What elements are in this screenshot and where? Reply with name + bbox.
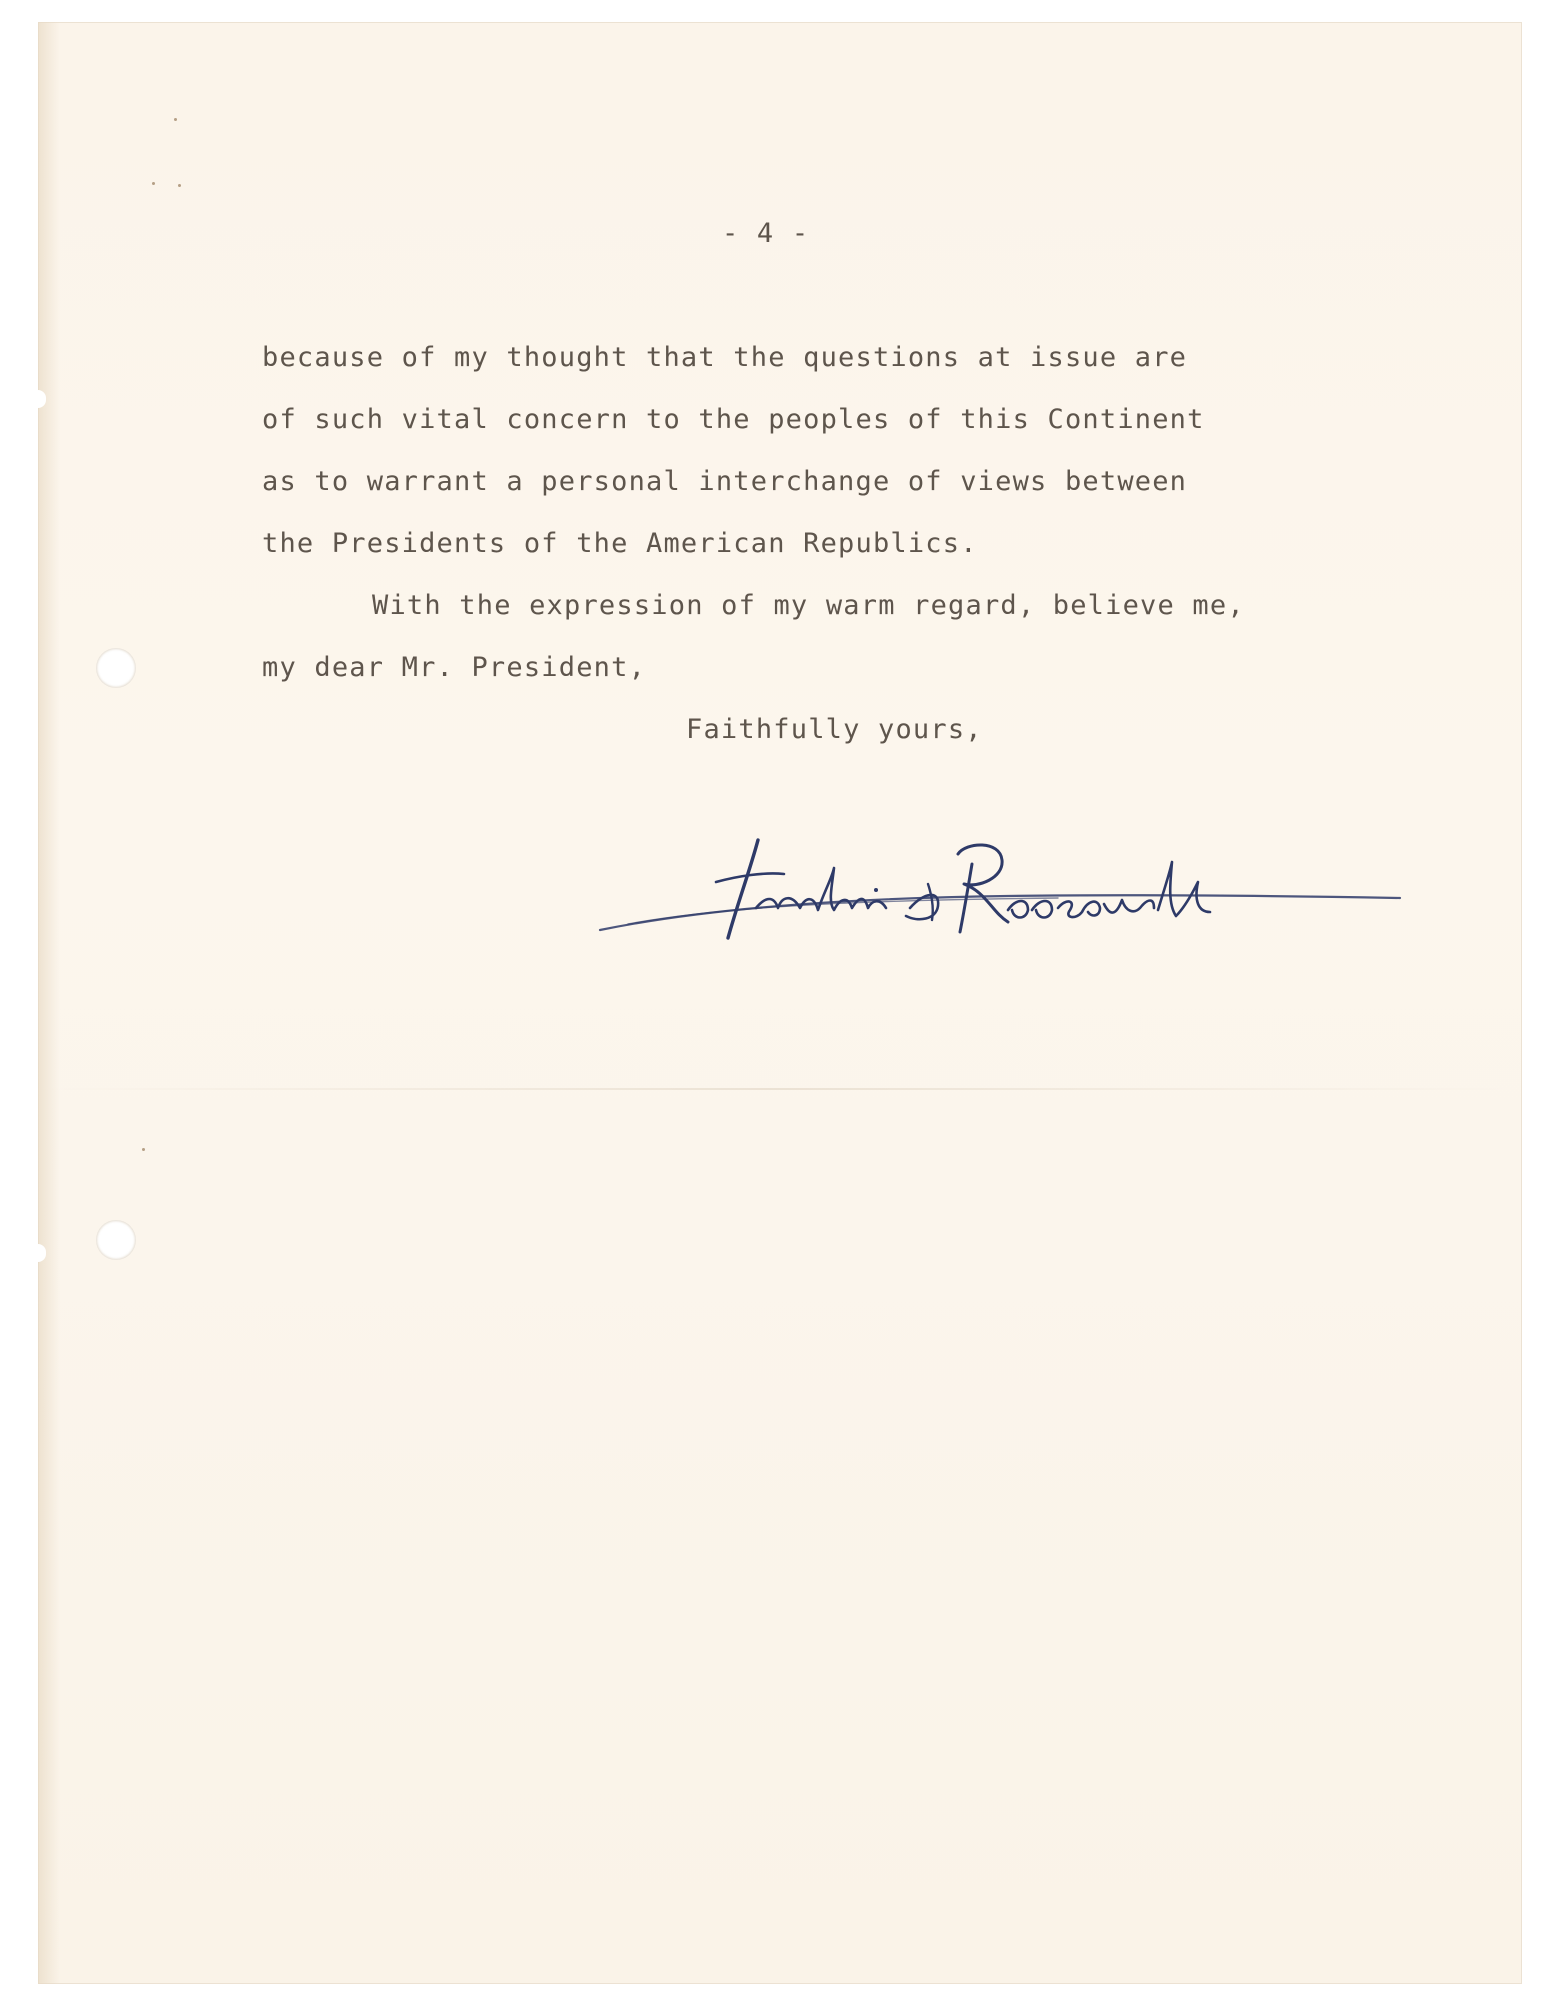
fold-crease (38, 1088, 1522, 1090)
paper-speck (178, 184, 181, 187)
body-line: my dear Mr. President, (262, 652, 647, 683)
paper-speck (142, 1148, 145, 1151)
body-line: as to warrant a personal interchange of views between (262, 466, 1188, 497)
paper-edge-shade (38, 22, 60, 1984)
letter-sheet (38, 22, 1522, 1984)
closing-salutation: Faithfully yours, (686, 714, 983, 745)
handwritten-signature (588, 812, 1408, 962)
paper-speck (152, 182, 155, 185)
page-number: - 4 - (722, 218, 810, 249)
paper-speck (174, 118, 177, 121)
body-line: of such vital concern to the peoples of this Continent (262, 404, 1205, 435)
body-line: because of my thought that the questions at issue are (262, 342, 1188, 373)
body-line: the Presidents of the American Republics. (262, 528, 978, 559)
punch-hole (96, 648, 136, 688)
punch-hole (96, 1220, 136, 1260)
body-line: With the expression of my warm regard, believe me, (372, 590, 1245, 621)
